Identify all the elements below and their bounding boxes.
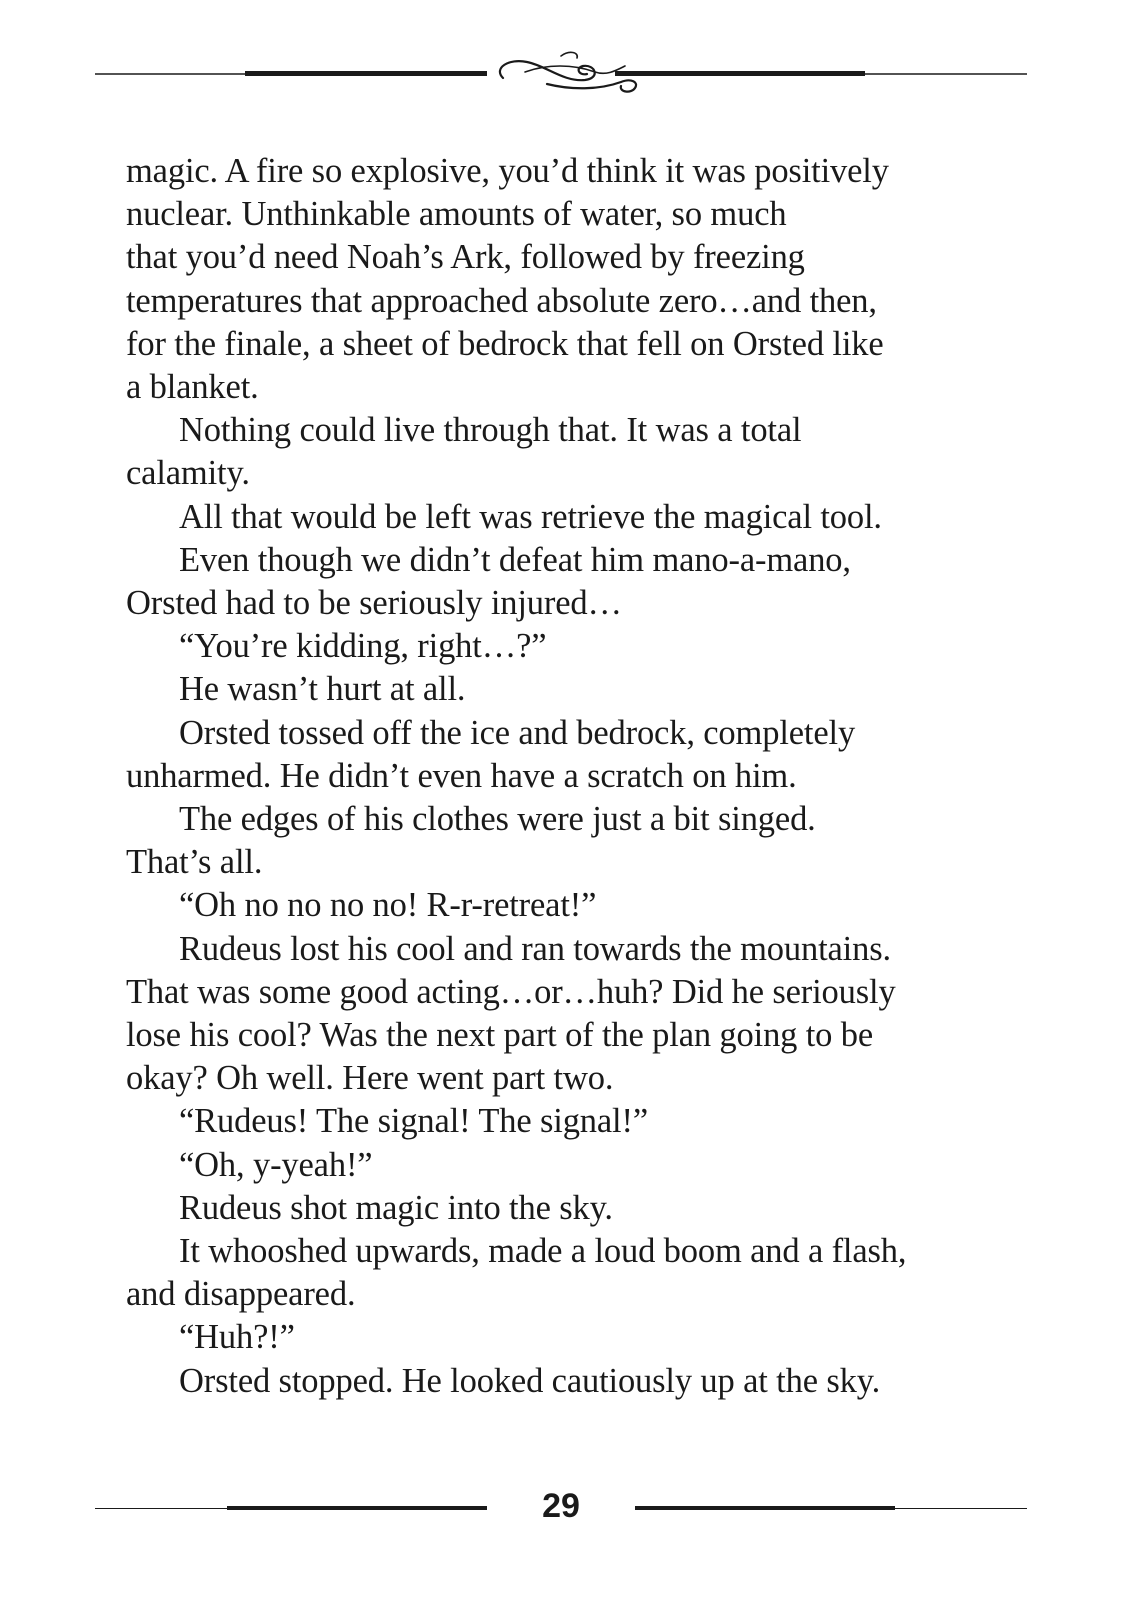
text-line: nuclear. Unthinkable amounts of water, so much xyxy=(126,195,787,234)
text-line: a blanket. xyxy=(126,368,259,407)
text-line: for the finale, a sheet of bedrock that fell on Orsted like xyxy=(126,324,884,363)
text-line: that you’d need Noah’s Ark, followed by freezing xyxy=(126,238,805,277)
text-line: “Oh, y-yeah!” xyxy=(179,1145,373,1184)
text-line: magic. A fire so explosive, you’d think it was positively xyxy=(126,152,889,190)
text-line: “Oh no no no no! R-r-retreat!” xyxy=(179,886,597,925)
header-ornament-flourish xyxy=(95,44,1027,104)
text-line: Rudeus lost his cool and ran towards the mountains. xyxy=(179,929,891,968)
text-line: lose his cool? Was the next part of the plan going to be xyxy=(126,1016,874,1055)
text-line: “You’re kidding, right…?” xyxy=(179,627,547,666)
text-line: The edges of his clothes were just a bit singed. xyxy=(179,800,816,839)
text-line: Orsted tossed off the ice and bedrock, completely xyxy=(179,713,856,752)
text-line: temperatures that approached absolute zero…and then, xyxy=(126,281,877,320)
footer-rule-right xyxy=(635,1508,1027,1509)
page-footer xyxy=(95,1468,1027,1528)
text-line: Even though we didn’t defeat him mano-a-mano, xyxy=(179,540,851,579)
text-line: That’s all. xyxy=(126,843,263,882)
text-line: okay? Oh well. Here went part two. xyxy=(126,1059,614,1098)
text-line: It whooshed upwards, made a loud boom and a flash, xyxy=(179,1232,907,1271)
text-line: All that would be left was retrieve the magical tool. xyxy=(179,497,882,536)
text-line: Orsted stopped. He looked cautiously up at the sky. xyxy=(179,1361,881,1400)
body-text xyxy=(126,150,986,1403)
text-line: Rudeus shot magic into the sky. xyxy=(179,1188,613,1227)
text-line: Nothing could live through that. It was a total xyxy=(179,411,802,450)
text-line: “Huh?!” xyxy=(179,1318,295,1357)
text-line: That was some good acting…or…huh? Did he seriously xyxy=(126,972,896,1011)
text-line: and disappeared. xyxy=(126,1275,356,1314)
page-number: 29 xyxy=(542,1487,580,1525)
text-line: Orsted had to be seriously injured… xyxy=(126,584,622,623)
text-line: “Rudeus! The signal! The signal!” xyxy=(179,1102,648,1141)
text-line: He wasn’t hurt at all. xyxy=(179,670,466,709)
text-line: calamity. xyxy=(126,454,250,493)
text-line: unharmed. He didn’t even have a scratch on him. xyxy=(126,756,797,795)
